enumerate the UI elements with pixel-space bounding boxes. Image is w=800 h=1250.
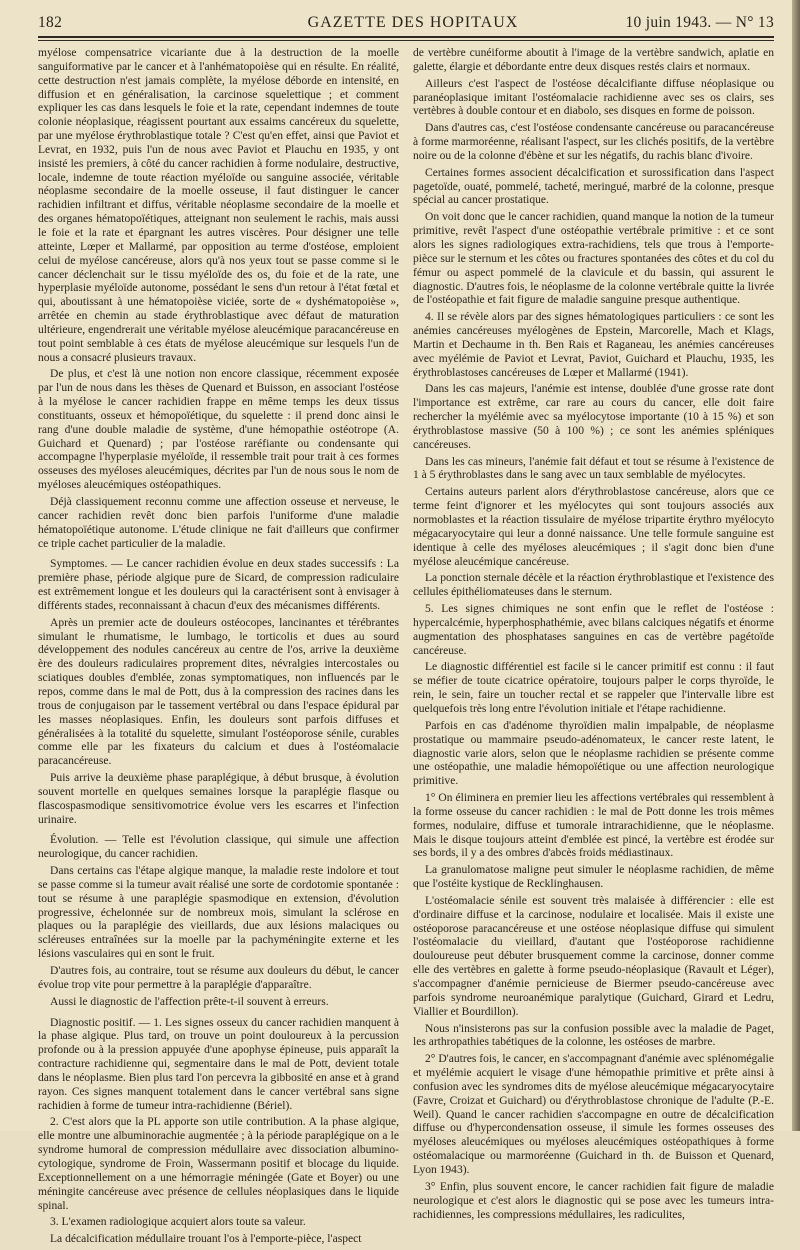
section-evolution: Évolution. — Telle est l'évolution classique, qui simule une affection neurologique, du cancer rachidien. [38,834,399,861]
journal-title: GAZETTE DES HOPITAUX [307,14,519,31]
paragraph: 1° On éliminera en premier lieu les affections vertébrales qui ressemblent à la forme osseuse du cancer rachidien : le mal de Pott donne les trois mêmes formes, nodulaire, diffuse et tumorale intrarachidienne, que le néoplasme. Mais le disque toujours atteint d'emblée est pincé, la vertèbre est érodée sur ses bords, il y a des ombres d'abcès froids médiastinaux. [413,792,774,860]
paragraph: Après un premier acte de douleurs ostéocopes, lancinantes et térébrantes simulant le rhumatisme, le lumbago, le torticolis et dues au sourd développement des nodules cancéreux au centre de l'os, arrive la deuxième ère des douleurs radiculaires proprement dites, névralgies intercostales ou sciatiques doubles d'emblée, zonas symptomatiques, non influencés par le repos, comme dans le mal de Pott, dus à la compression des racines dans les trous de conjugaison par le tassement vertébral ou dans l'espace épidural par les masses néoplasiques. Enfin, les douleurs sont parfois diffuses et généralisées à la totalité du squelette, simulant l'ostéoporose sénile, curables comme elle par les fixateurs du calcium et dues à l'ostéomalacie paracancéreuse. [38,616,399,768]
paragraph: La décalcification médullaire trouant l'os à l'emporte-pièce, l'aspect [50,1233,362,1246]
paragraph: L'ostéomalacie sénile est souvent très malaisée à différencier : elle est d'ordinaire diffuse et la carcinose, nodulaire et localisée. Mais il existe une ostéoporose paracancéreuse et une ostéose néoplasique diffuse qui simulent l'ostéomalacie du vieillard, d'autant que l'ostéoporose rachidienne douloureuse peut débuter brusquement comme la carcinose, donner comme elle des vertèbres en galette à forme pseudo-néoplasique (Ravault et Léger), s'accompagner d'anémie pernicieuse de Biermer pseudo-cancéreuse avec parfois syndrome neuroanémique paralytique (Guichard, Girard et Ledru, Viallier et Bourdillon). [413,894,774,1018]
page-edge-shadow [792,0,800,1131]
paragraph: Dans d'autres cas, c'est l'ostéose condensante cancéreuse ou paracancéreuse à forme marmoréenne, réalisant l'aspect, sur les clichés positifs, de la vertèbre noire ou de la colonne d'ébène et sur les négatifs, du rachis blanc d'ivoire. [413,122,774,162]
paragraph: Nous n'insisterons pas sur la confusion possible avec la maladie de Paget, les arthropathies tabétiques de la colonne, les ostéoses de marbre. [413,1022,774,1049]
paragraph: Aussi le diagnostic de l'affection prête-t-il souvent à erreurs. [50,995,329,1008]
right-column [413,47,774,1250]
paragraph: Certains auteurs parlent alors d'érythroblastose cancéreuse, alors que ce terme feint d'ignorer et les myélocytes qui sont toujours associés aux normoblastes et la réaction tissulaire de myélose tripartite érythro myélocyto mégacaryocytaire qui leur a donné naissance. Une telle formule sanguine est identique à celle des myéloses aleucémiques ; il s'agit donc bien d'une myélose aleucémique cancéreuse. [413,486,774,568]
running-header [38,12,788,34]
paragraph: Dans les cas mineurs, l'anémie fait défaut et tout se résume à l'existence de 1 à 5 érythroblastes dans le sang avec un taux semblable de myélocytes. [413,455,774,482]
paragraph: Le diagnostic différentiel est facile si le cancer primitif est connu : il faut se méfier de toute cicatrice opératoire, toujours palper le corps thyroïde, le rein, le sein, faire un toucher rectal et se rappeler que l'intervalle libre est quelquefois très long entre l'évolution initiale et l'étape rachidienne. [413,661,774,715]
paragraph: Certaines formes associent décalcification et surossification dans l'aspect pagetoïde, ouaté, pommelé, tacheté, meringué, marbré de la colonne, presque spécial au cancer prostatique. [413,166,774,207]
paragraph: 4. Il se révèle alors par des signes hématologiques particuliers : ce sont les anémies cancéreuses myélogènes de Epstein, Marcorelle, Mach et Klags, Martin et Dechaume in th. Ben Rais et Raganeau, les anémies cancéreuses avec myélémie de Paviot et Levrat, Paviot, Guichard et Plauchu, 1935, les érythroblastoses cancéreuses de Lœper et Mallarmé (1941). [413,311,774,379]
paragraph: Dans certains cas l'étape algique manque, la maladie reste indolore et tout se passe comme si la tumeur avait réalisé une sorte de cordotomie spontanée : tout se résume à une paraplégie spasmodique en extension, d'évolution progressive, échelonnée sur de nombreux mois, simulant la sclérose en plaques ou la paraplégie des vieillards, due aux lésions malaciques ou scléreuses entraînées sur la moelle par la pachyméningite externe et les lésions vasculaires qui en sont le fruit. [38,865,399,961]
page-number: 182 [38,14,63,31]
paragraph: 3° Enfin, plus souvent encore, le cancer rachidien fait figure de maladie neurologique et c'est alors le diagnostic qui se pose avec les tumeurs intra-rachidiennes, les compressions médullaires, les radiculites, [413,1180,774,1221]
paragraph: La ponction sternale décèle et la réaction érythroblastique et l'existence des cellules épithéliomateuses dans le sternum. [413,572,774,599]
paragraph: La granulomatose maligne peut simuler le néoplasme rachidien, de même que l'ostéite kystique de Recklinghausen. [413,864,774,891]
left-column [38,47,399,1250]
paragraph: Puis arrive la deuxième phase paraplégique, à début brusque, à évolution souvent mortelle en quelques semaines lorsque la paraplégie flasque ou flascospasmodique sensitivomotrice évolue vers les escarres et l'infection urinaire. [38,772,399,826]
section-diagnostic-positif: Diagnostic positif. — 1. Les signes osseux du cancer rachidien manquent à la phase algique. Plus tard, on trouve un point douloureux à la percussion profonde ou à la pression appuyée d'une apophyse épineuse, puis apparaît la contracture rachidienne qui, segmentaire dans le mal de Pott, devient totale dans le néoplasme. Bien plus tard l'on percevra la gibbosité en anse et à grand rayon. Ces signes manquent totalement dans le cancer vertébral sans signe rachidien à forme de tumeur intra-rachidienne (Bériel). [38,1016,399,1112]
header-rule-thin [38,40,774,41]
section-symptomes: Symptomes. — Le cancer rachidien évolue en deux stades successifs : La première phase, période algique pure de Sicard, de compression radiculaire est extrêmement longue et les douleurs qui la caractérisent sont à envisager à différents stades, reconnaissant à chacun d'eux des mécanismes différents. [38,558,399,612]
paragraph: On voit donc que le cancer rachidien, quand manque la notion de la tumeur primitive, revêt l'aspect d'une ostéopathie vertébrale primitive : et ce sont alors les signes radiologiques extra-rachidiens, tels que trous à l'emporte-pièce sur le sternum et les côtes ou fractures spontanées des côtes et du col du fémur ou aspect pommelé de la clavicule et du bassin, qui assurent le diagnostic. D'autres fois, le néoplasme de la colonne vertébrale quitte la livrée de l'ostéopathie et fait figure de maladie sanguine presque authentique. [413,211,774,307]
paragraph: De plus, et c'est là une notion non encore classique, récemment exposée par l'un de nous dans les thèses de Quenard et Buisson, en associant l'ostéose à la myélose le cancer rachidien frappe en même temps les deux tissus constituants, osseux et hémopoïétique, du squelette : il prend donc ainsi le rang d'une double maladie de système, d'une hémopathie ostéotrope (A. Guichard et Quenard) ; par l'ostéose raréfiante ou condensante qui accompagne l'hyperplasie myéloïde, il ressemble trait pour trait à ces formes osseuses des myéloses aleucémiques, décrites par l'un de nous sous le nom de myéloses aleucémiques ostéopathiques. [38,368,399,492]
paragraph: Ailleurs c'est l'aspect de l'ostéose décalcifiante diffuse néoplasique ou paranéoplasique imitant l'ostéomalacie rachidienne avec ses os clairs, ses vertèbres à double contour et en diabolo, ses disques en forme de poisson. [413,77,774,118]
paragraph: 2° D'autres fois, le cancer, en s'accompagnant d'anémie avec splénomégalie et myélémie acquiert le visage d'une hémopathie primitive et prête ainsi à confusion avec les syndromes dits de myélose aleucémique mégacaryocytaire (Favre, Croizat et Guichard) ou d'érythroblastose chronique de l'adulte (P.-E. Weil). Quand le cancer rachidien s'accompagne en outre de décalcification diffuse ou d'hypercondensation osseuse, il simule les formes osseuses des myéloses aleucémiques ou myéloses aleucémiques ostéopathiques à forme ostéomalacique ou marmoréenne (Guichard in th. de Buisson et Quenard, Lyon 1943). [413,1053,774,1176]
text-columns [38,47,788,1250]
paragraph: D'autres fois, au contraire, tout se résume aux douleurs du début, le cancer évolue trop vite pour permettre à la paraplégie d'apparaître. [38,965,399,991]
header-rule-thick [38,36,774,38]
paragraph: 3. L'examen radiologique acquiert alors toute sa valeur. [50,1216,306,1229]
paragraph: Déjà classiquement reconnu comme une affection osseuse et nerveuse, le cancer rachidien revêt donc bien parfois l'uniforme d'une maladie hématopoïétique autonome. L'étude clinique ne fait d'ailleurs que confirmer ce triple cachet particulier de la maladie. [38,496,399,550]
paragraph: Parfois en cas d'adénome thyroïdien malin impalpable, de néoplasme prostatique ou mammaire pseudo-adénomateux, le cancer reste latent, le diagnostic varie alors, selon que le néoplasme rachidien se présente comme une ostéopathie, une maladie hémopoïétique ou une affection neurologique primitive. [413,719,774,788]
issue-date: 10 juin 1943. — N° 13 [625,14,774,31]
paragraph: 5. Les signes chimiques ne sont enfin que le reflet de l'ostéose : hypercalcémie, hyperphosphathémie, avec bilans calciques négatifs et énorme augmentation des phosphatases sanguines en cas de vertèbre pagétoïde cancéreuse. [413,603,774,657]
paragraph: 2. C'est alors que la PL apporte son utile contribution. A la phase algique, elle montre une albuminorachie augmentée ; à la période paraplégique on a le syndrome humoral de compression médullaire avec dissociation albumino-cytologique, syndrome de Froin, Wassermann positif et blocage du liquide. Exceptionnellement on a une hémorragie méningée (Gate et Boyer) ou une méningite cancéreuse avec présence de cellules néoplasiques dans le liquide spinal. [38,1116,399,1212]
paragraph: de vertèbre cunéiforme aboutit à l'image de la vertèbre sandwich, aplatie en galette, élargie et débordante entre deux disques restés clairs et normaux. [413,47,774,73]
paragraph: myélose compensatrice vicariante due à la destruction de la moelle sanguiformative par le cancer et à l'anhématopoièse qui en résulte. En réalité, cette destruction n'est jamais complète, la myélose déborde en intensité, en diffusion et en généralisation, la carcinose squelettique ; et comment expliquer les cas dans lesquels le foie et la rate, cependant indemnes de toute colonie néoplasique, réagissent pourtant aux essaims cancéreux du squelette, par une myélose érythroblastique totale ? C'est qu'en effet, ainsi que Paviot et Levrat, en 1932, puis l'un de nous avec Paviot et Plauchu en 1935, y ont insisté les premiers, à côté du cancer rachidien à forme nodulaire, destructive, locale, indemne de toute réaction myéloïde ou sanguine associée, véritable néoplasme secondaire de la moelle osseuse, il faut distinguer le cancer rachidien infiltrant et diffus, véritable néoplasme secondaire de la moelle et des organes hématopoïétiques, atteignant non seulement le rachis, mais aussi le foie et la rate et épargnant les autres viscères. Pour désigner une telle atteinte, Lœper et Mallarmé, par opposition au terme d'ostéose, emploient celui de myélose cancéreuse, alors qu'à nos yeux tout se passe comme si le cancer déclenchait sur le tissu myéloïde des os, du foie et de la rate, une hyperplasie myéloïde autonome, possédant le sens d'un retour à l'état fœtal et qui, aboutissant à une hématopoièse viciée, sorte de « dyshématopoièse », arrêtée en chemin au stade érythroblastique avec défaut de maturation ultérieure, engendrerait une véritable myélose aleucémique paracancéreuse en tout point semblable à ces états de myélose aleucémique sur lesquels l'un de nous a consacré plusieurs travaux. [38,47,399,364]
paragraph: Dans les cas majeurs, l'anémie est intense, doublée d'une grosse rate dont l'importance est extrême, car rare au cours du cancer, elle doit faire rechercher la myélémie avec sa myélocytose importante (10 à 15 %) et son érythroblastose massive (50 à 100 %) ; ce sont les anémies spléniques cancéreuses. [413,383,774,451]
